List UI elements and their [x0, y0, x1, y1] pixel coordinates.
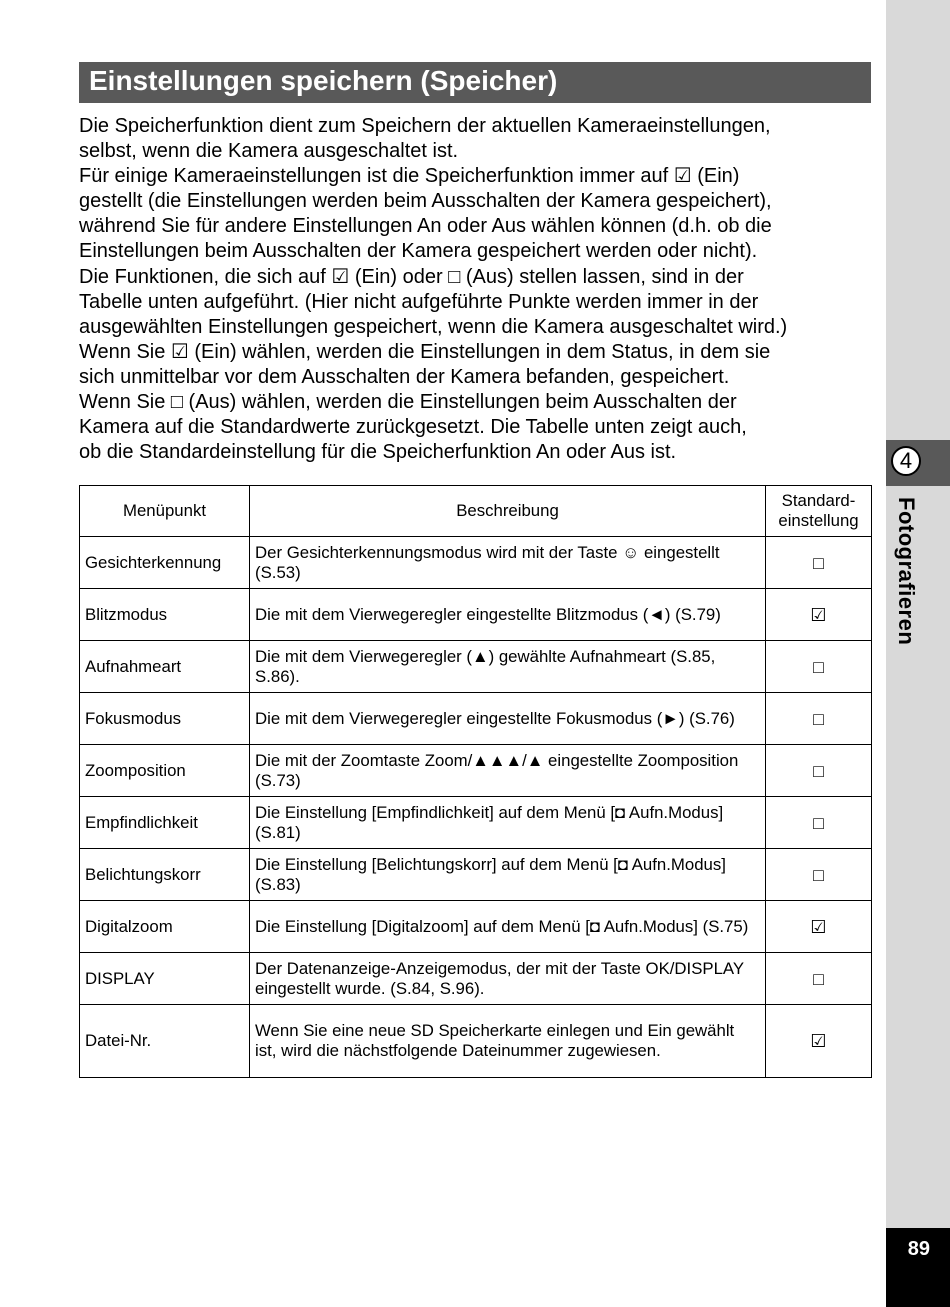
cell-item: Gesichterkennung	[80, 537, 250, 589]
cell-item: Aufnahmeart	[80, 641, 250, 693]
table-row	[80, 901, 872, 953]
intro-line: Wenn Sie ☑ (Ein) wählen, werden die Einstellungen in dem Status, in dem sie	[79, 340, 771, 363]
cell-item: Empfindlichkeit	[80, 797, 250, 849]
intro-line: selbst, wenn die Kamera ausgeschaltet ist.	[79, 140, 459, 163]
table-row	[80, 745, 872, 797]
intro-line: während Sie für andere Einstellungen An oder Aus wählen können (d.h. ob die	[79, 215, 772, 238]
cell-item: Digitalzoom	[80, 901, 250, 953]
table-row	[80, 693, 872, 745]
cell-description: Der Datenanzeige-Anzeigemodus, der mit der Taste OK/DISPLAY eingestellt wurde. (S.84, S.96).	[250, 953, 766, 1005]
header-default: Standard-einstellung	[766, 486, 872, 537]
header-description: Beschreibung	[250, 486, 766, 537]
cell-default: □	[766, 693, 872, 745]
cell-item: Fokusmodus	[80, 693, 250, 745]
table-row	[80, 953, 872, 1005]
cell-description: Wenn Sie eine neue SD Speicherkarte einlegen und Ein gewählt ist, wird die nächstfolgende Dateinummer zugewiesen.	[250, 1005, 766, 1078]
title-bar	[79, 62, 871, 103]
table-row	[80, 589, 872, 641]
intro-line: ausgewählten Einstellungen gespeichert, wenn die Kamera ausgeschaltet wird.)	[79, 315, 788, 338]
cell-description: Der Gesichterkennungsmodus wird mit der Taste ☺ eingestellt (S.53)	[250, 537, 766, 589]
table-row	[80, 641, 872, 693]
intro-line: Tabelle unten aufgeführt. (Hier nicht aufgeführte Punkte werden immer in der	[79, 290, 759, 313]
cell-default: □	[766, 953, 872, 1005]
cell-item: DISPLAY	[80, 953, 250, 1005]
cell-description: Die Einstellung [Digitalzoom] auf dem Menü [◘ Aufn.Modus] (S.75)	[250, 901, 766, 953]
table-row	[80, 537, 872, 589]
intro-line: Kamera auf die Standardwerte zurückgesetzt. Die Tabelle unten zeigt auch,	[79, 416, 747, 439]
cell-item: Blitzmodus	[80, 589, 250, 641]
table-row	[80, 797, 872, 849]
cell-description: Die mit der Zoomtaste Zoom/▲▲▲/▲ eingestellte Zoomposition (S.73)	[250, 745, 766, 797]
cell-item: Belichtungskorr	[80, 849, 250, 901]
page-number: 89	[907, 1238, 930, 1260]
header-menu-item: Menüpunkt	[80, 486, 250, 537]
cell-default: ☑	[766, 901, 872, 953]
cell-default: □	[766, 797, 872, 849]
cell-description: Die Einstellung [Empfindlichkeit] auf dem Menü [◘ Aufn.Modus] (S.81)	[250, 797, 766, 849]
cell-default: ☑	[766, 1005, 872, 1078]
cell-default: ☑	[766, 589, 872, 641]
cell-default: □	[766, 641, 872, 693]
table-header-row	[80, 486, 872, 537]
intro-line: Einstellungen beim Ausschalten der Kamera gespeichert werden oder nicht).	[79, 240, 758, 263]
table-row	[80, 849, 872, 901]
intro-line: Wenn Sie □ (Aus) wählen, werden die Einstellungen beim Ausschalten der	[79, 391, 737, 414]
intro-line: gestellt (die Einstellungen werden beim Ausschalten der Kamera gespeichert),	[79, 190, 772, 213]
chapter-title: Fotografieren	[894, 497, 919, 646]
intro-text	[79, 114, 879, 465]
intro-line: Die Speicherfunktion dient zum Speichern der aktuellen Kameraeinstellungen,	[79, 115, 771, 137]
cell-item: Zoomposition	[80, 745, 250, 797]
intro-line: ob die Standardeinstellung für die Speicherfunktion An oder Aus ist.	[79, 441, 677, 464]
cell-description: Die Einstellung [Belichtungskorr] auf dem Menü [◘ Aufn.Modus] (S.83)	[250, 849, 766, 901]
intro-line: sich unmittelbar vor dem Ausschalten der Kamera befanden, gespeichert.	[79, 365, 730, 388]
intro-line: Für einige Kameraeinstellungen ist die Speicherfunktion immer auf ☑ (Ein)	[79, 165, 740, 188]
chapter-number: 4	[891, 446, 921, 476]
sidebar	[886, 0, 950, 1307]
cell-item: Datei-Nr.	[80, 1005, 250, 1078]
intro-line: Die Funktionen, die sich auf ☑ (Ein) oder □ (Aus) stellen lassen, sind in der	[79, 265, 744, 288]
cell-default: □	[766, 537, 872, 589]
cell-description: Die mit dem Vierwegeregler eingestellte Fokusmodus (►) (S.76)	[250, 693, 766, 745]
cell-description: Die mit dem Vierwegeregler eingestellte Blitzmodus (◄) (S.79)	[250, 589, 766, 641]
cell-default: □	[766, 849, 872, 901]
cell-description: Die mit dem Vierwegeregler (▲) gewählte Aufnahmeart (S.85, S.86).	[250, 641, 766, 693]
page-title: Einstellungen speichern (Speicher)	[89, 65, 558, 96]
cell-default: □	[766, 745, 872, 797]
settings-table	[79, 485, 872, 1078]
table-row	[80, 1005, 872, 1078]
